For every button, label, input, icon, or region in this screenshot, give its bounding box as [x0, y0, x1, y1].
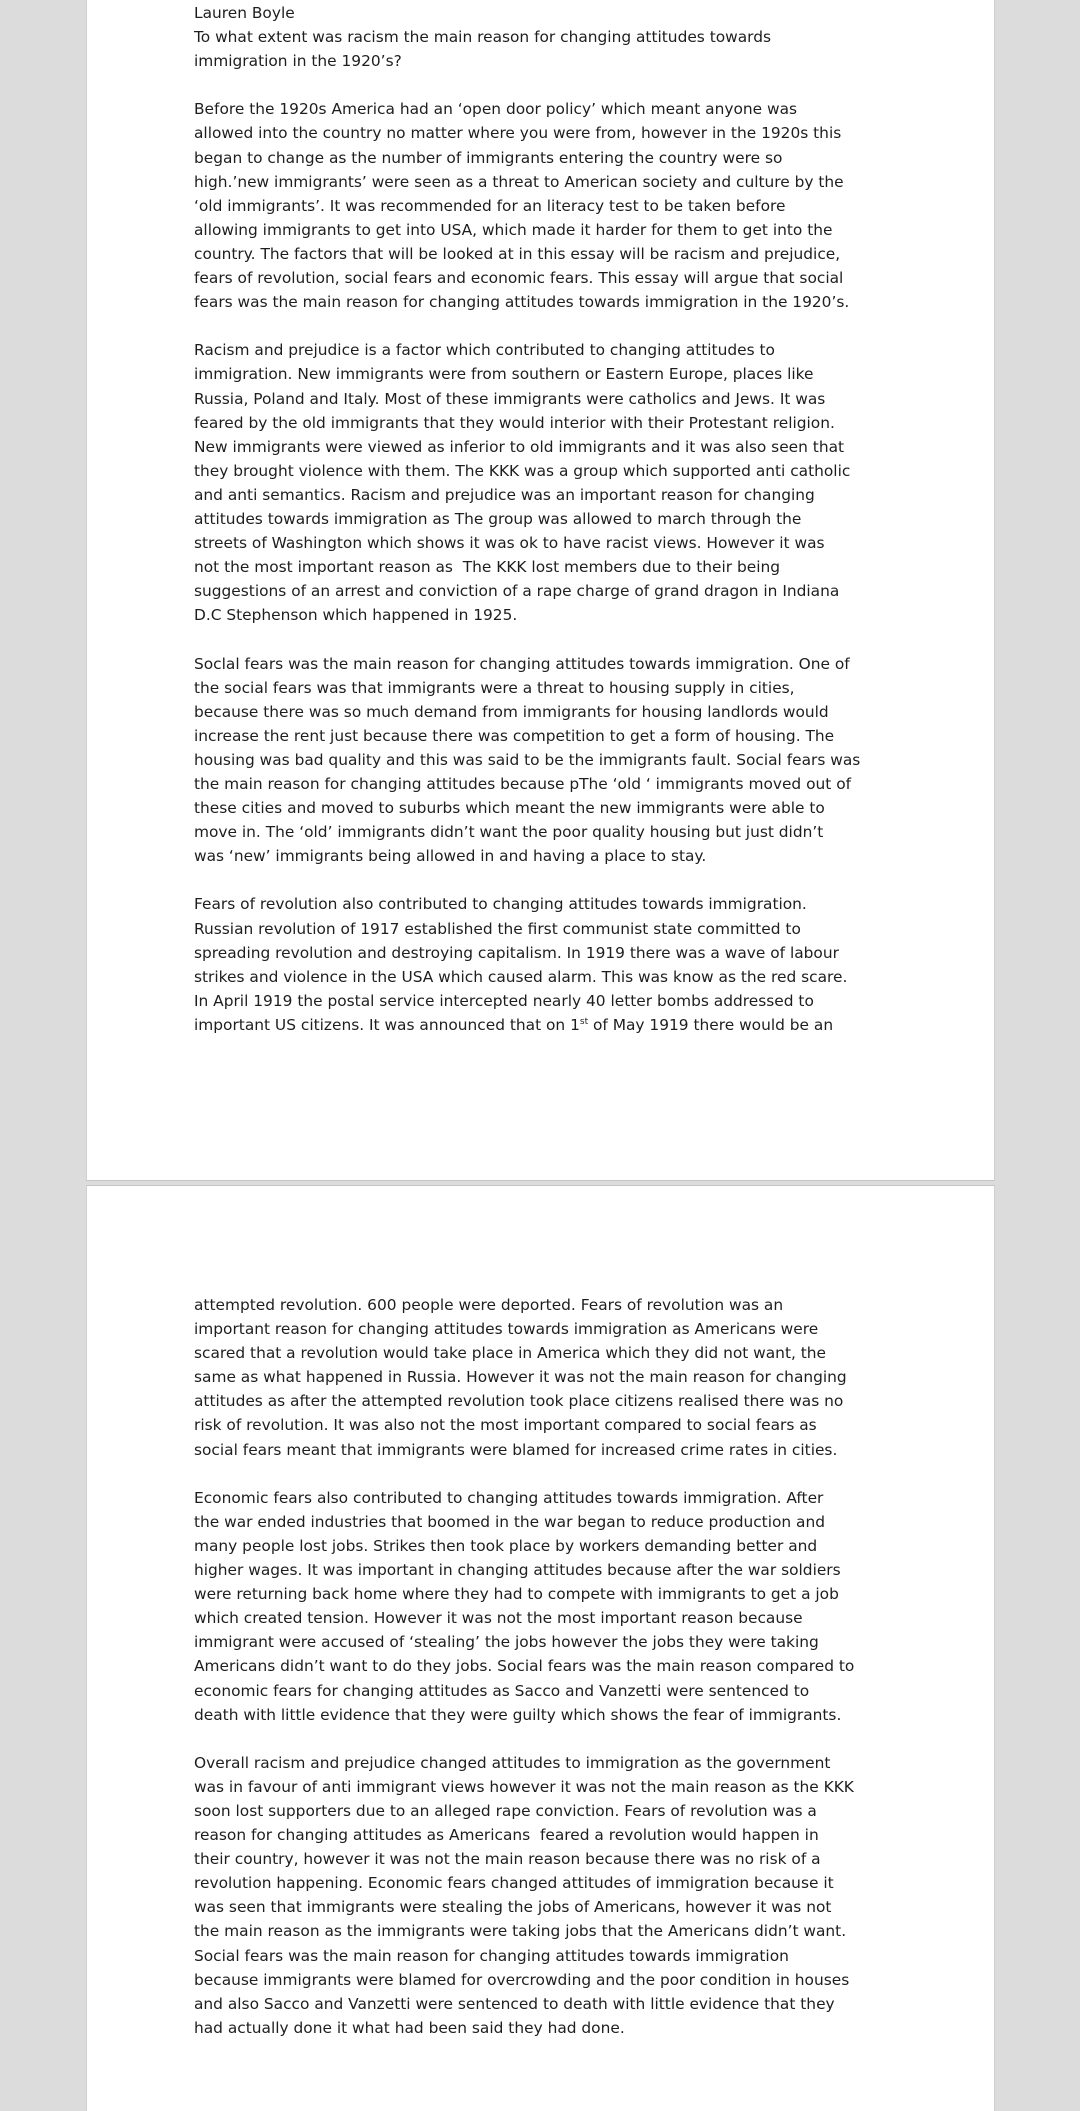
paragraph-line: had actually done it what had been said they had done. — [194, 2018, 625, 2037]
paragraph-line: reason for changing attitudes as Americans feared a revolution would happen in — [194, 1826, 819, 1845]
essay-title-line-2: immigration in the 1920’s? — [194, 52, 402, 71]
essay-paragraph — [194, 1751, 894, 2040]
paragraph-line: streets of Washington which shows it was ok to have racist views. However it was — [194, 534, 825, 553]
paragraph-line: scared that a revolution would take place in America which they did not want, the — [194, 1344, 827, 1363]
paragraph-line: immigrant were accused of ‘stealing’ the jobs however the jobs they were taking — [194, 1633, 819, 1652]
paragraph-line: Fears of revolution also contributed to changing attitudes towards immigration. — [194, 895, 807, 914]
essay-title-line-1: To what extent was racism the main reason for changing attitudes towards — [194, 28, 772, 47]
essay-paragraph — [194, 652, 894, 869]
paragraph-line: immigration. New immigrants were from southern or Eastern Europe, places like — [194, 365, 814, 384]
paragraph-line: not the most important reason as The KKK lost members due to their being — [194, 558, 781, 577]
paragraph-line: many people lost jobs. Strikes then took place by workers demanding better and — [194, 1536, 818, 1555]
essay-paragraph — [194, 1293, 894, 1462]
paragraph-line: important reason for changing attitudes towards immigration as Americans were — [194, 1320, 819, 1339]
paragraph-line: ‘old immigrants’. It was recommended for an literacy test to be taken before — [194, 196, 786, 215]
paragraph-line: attitudes towards immigration as The group was allowed to march through the — [194, 509, 802, 528]
paragraph-line: social fears meant that immigrants were blamed for increased crime rates in cities. — [194, 1440, 838, 1459]
paragraph-line: suggestions of an arrest and conviction of a rape charge of grand dragon in Indiana — [194, 582, 840, 601]
essay-paragraph — [194, 1486, 894, 1727]
paragraph-line: country. The factors that will be looked at in this essay will be racism and prejudice, — [194, 244, 841, 263]
paragraph-line: fears was the main reason for changing attitudes towards immigration in the 1920’s. — [194, 293, 850, 312]
paragraph-line: attitudes as after the attempted revolution took place citizens realised there was no — [194, 1392, 844, 1411]
paragraph-line: risk of revolution. It was also not the most important compared to social fears as — [194, 1416, 817, 1435]
paragraph-line: higher wages. It was important in changing attitudes because after the war soldiers — [194, 1561, 841, 1580]
paragraph-line: began to change as the number of immigrants entering the country were so — [194, 148, 783, 167]
paragraph-line: the social fears was that immigrants were a threat to housing supply in cities, — [194, 678, 795, 697]
paragraph-line: allowed into the country no matter where you were from, however in the 1920s this — [194, 124, 842, 143]
paragraph-line: was ‘new’ immigrants being allowed in and having a place to stay. — [194, 847, 707, 866]
paragraph-line: New immigrants were viewed as inferior to old immigrants and it was also seen that — [194, 437, 845, 456]
paragraph-line: and also Sacco and Vanzetti were sentenced to death with little evidence that they — [194, 1994, 835, 2013]
paragraph-line: which created tension. However it was not the most important reason because — [194, 1609, 803, 1628]
paragraph-line: these cities and moved to suburbs which meant the new immigrants were able to — [194, 799, 825, 818]
paragraph-line: same as what happened in Russia. However it was not the main reason for changing — [194, 1368, 847, 1387]
essay-paragraph — [194, 338, 894, 627]
paragraph-line: fears of revolution, social fears and economic fears. This essay will argue that social — [194, 269, 844, 288]
paragraph-line: economic fears for changing attitudes as Sacco and Vanzetti were sentenced to — [194, 1681, 810, 1700]
paragraph-line: Soclal fears was the main reason for changing attitudes towards immigration. One of — [194, 654, 850, 673]
paragraph-line: Russia, Poland and Italy. Most of these immigrants were catholics and Jews. It was — [194, 389, 826, 408]
paragraph-line: In April 1919 the postal service intercepted nearly 40 letter bombs addressed to — [194, 991, 814, 1010]
paragraph-line: and anti semantics. Racism and prejudice was an important reason for changing — [194, 485, 815, 504]
paragraph-line: Racism and prejudice is a factor which contributed to changing attitudes to — [194, 341, 775, 360]
paragraph-line: spreading revolution and destroying capitalism. In 1919 there was a wave of labour — [194, 943, 839, 962]
paragraph-line: move in. The ‘old’ immigrants didn’t want the poor quality housing but just didn’t — [194, 823, 824, 842]
paragraph-line: they brought violence with them. The KKK was a group which supported anti catholic — [194, 461, 851, 480]
paragraph-line: the main reason for changing attitudes because pThe ‘old ‘ immigrants moved out of — [194, 775, 852, 793]
paragraph-line: increase the rent just because there was competition to get a form of housing. The — [194, 726, 835, 745]
paragraph-line: important US citizens. It was announced that on 1st of May 1919 there would be an — [194, 1015, 834, 1034]
document-page-2 — [86, 1185, 995, 2111]
paragraph-line: because immigrants were blamed for overcrowding and the poor condition in houses — [194, 1970, 850, 1989]
paragraph-line: were returning back home where they had to compete with immigrants to get a job — [194, 1585, 839, 1604]
paragraph-line: attempted revolution. 600 people were deported. Fears of revolution was an — [194, 1296, 784, 1314]
author-name: Lauren Boyle — [194, 4, 295, 22]
paragraph-line: housing was bad quality and this was said to be the immigrants fault. Social fears was — [194, 750, 861, 769]
paragraph-line: the war ended industries that boomed in the war began to reduce production and — [194, 1512, 826, 1531]
paragraph-line: D.C Stephenson which happened in 1925. — [194, 606, 518, 625]
paragraph-line: Social fears was the main reason for changing attitudes towards immigration — [194, 1946, 789, 1965]
paragraph-line: high.’new immigrants’ were seen as a threat to American society and culture by the — [194, 172, 844, 191]
paragraph-line: the main reason as the immigrants were taking jobs that the Americans didn’t want. — [194, 1922, 847, 1941]
paragraph-line: their country, however it was not the main reason because there was no risk of a — [194, 1850, 821, 1869]
paragraph-line: Overall racism and prejudice changed attitudes to immigration as the government — [194, 1753, 831, 1772]
paragraph-line: Americans didn’t want to do they jobs. Social fears was the main reason compared to — [194, 1657, 855, 1676]
paragraph-line: Russian revolution of 1917 established the first communist state committed to — [194, 919, 801, 938]
paragraph-line: Before the 1920s America had an ‘open door policy’ which meant anyone was — [194, 100, 798, 119]
paragraph-line: death with little evidence that they were guilty which shows the fear of immigrants. — [194, 1705, 842, 1724]
essay-paragraph — [194, 892, 894, 1012]
paragraph-line: soon lost supporters due to an alleged rape conviction. Fears of revolution was a — [194, 1801, 817, 1820]
paragraph-line: allowing immigrants to get into USA, which made it harder for them to get into the — [194, 220, 833, 239]
paragraph-line: revolution happening. Economic fears changed attitudes of immigration because it — [194, 1874, 834, 1893]
page-2-paragraphs — [194, 1293, 894, 2040]
page-1-paragraphs — [194, 97, 894, 1013]
paragraph-line: was in favour of anti immigrant views however it was not the main reason as the KKK — [194, 1777, 854, 1796]
page-1-text — [194, 1, 894, 1037]
paragraph-line: was seen that immigrants were stealing the jobs of Americans, however it was not — [194, 1898, 832, 1917]
document-page-1 — [86, 0, 995, 1181]
essay-paragraph — [194, 97, 894, 314]
paragraph-line: feared by the old immigrants that they would interior with their Protestant religion. — [194, 413, 835, 432]
paragraph-line: because there was so much demand from immigrants for housing landlords would — [194, 702, 829, 721]
paragraph-line: Economic fears also contributed to changing attitudes towards immigration. After — [194, 1488, 824, 1507]
page-2-text — [194, 1293, 894, 2064]
paragraph-line: strikes and violence in the USA which caused alarm. This was know as the red scare. — [194, 967, 848, 986]
